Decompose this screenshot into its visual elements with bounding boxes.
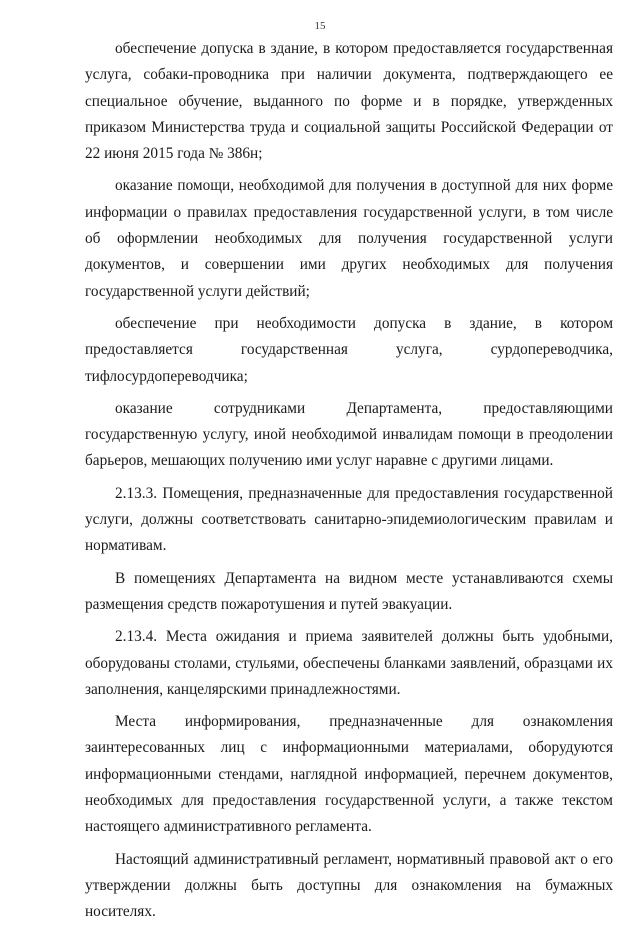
document-body [85,36,613,926]
paragraph-guide-dog-admission: обеспечение допуска в здание, в котором предоставляется государственная услуга, собаки-проводника при наличии документа, подтверждающего ее специальное обучение, выданного по форме и в порядке, утвержденных приказом Министерства труда и социальной защиты Российской Федерации от 22 июня 2015 года № 386н; [85,40,613,163]
paragraph-section-2-13-3: 2.13.3. Помещения, предназначенные для предоставления государственной услуги, должны соответствовать санитарно-эпидемиологическим правилам и нормативам. [85,484,613,555]
paragraph-information-stands: Места информирования, предназначенные для ознакомления заинтересованных лиц с информационными материалами, оборудуются информационными стендами, наглядной информацией, перечнем документов, необходимых для предоставления государственной услуги, а также текстом настоящего административного регламента. [85,713,613,836]
paragraph-staff-assistance: оказание сотрудниками Департамента, предоставляющими государственную услугу, иной необходимой инвалидам помощи в преодолении барьеров, мешающих получению ими услуг наравне с другими лицами. [85,399,613,470]
paragraph-section-2-13-4: 2.13.4. Места ожидания и приема заявителей должны быть удобными, оборудованы столами, стульями, обеспечены бланками заявлений, образцами их заполнения, канцелярскими принадлежностями. [85,628,613,698]
paragraph-information-assistance: оказание помощи, необходимой для получения в доступной для них форме информации о правилах предоставления государственной услуги, в том числе об оформлении необходимых для получения государственной услуги документов, и совершении ими других необходимых для получения государственной услуги действий; [85,177,613,300]
paragraph-evacuation-schemes: В помещениях Департамента на видном месте устанавливаются схемы размещения средств пожаротушения и путей эвакуации. [85,569,613,613]
paragraph-sign-interpreter-admission: обеспечение при необходимости допуска в здание, в котором предоставляется государственная услуга, сурдопереводчика, тифлосурдопереводчика; [85,314,613,385]
paragraph-regulation-availability: Настоящий административный регламент, нормативный правовой акт о его утверждении должны быть доступны для ознакомления на бумажных носителях. [85,850,613,921]
page-number: 15 [314,20,326,32]
